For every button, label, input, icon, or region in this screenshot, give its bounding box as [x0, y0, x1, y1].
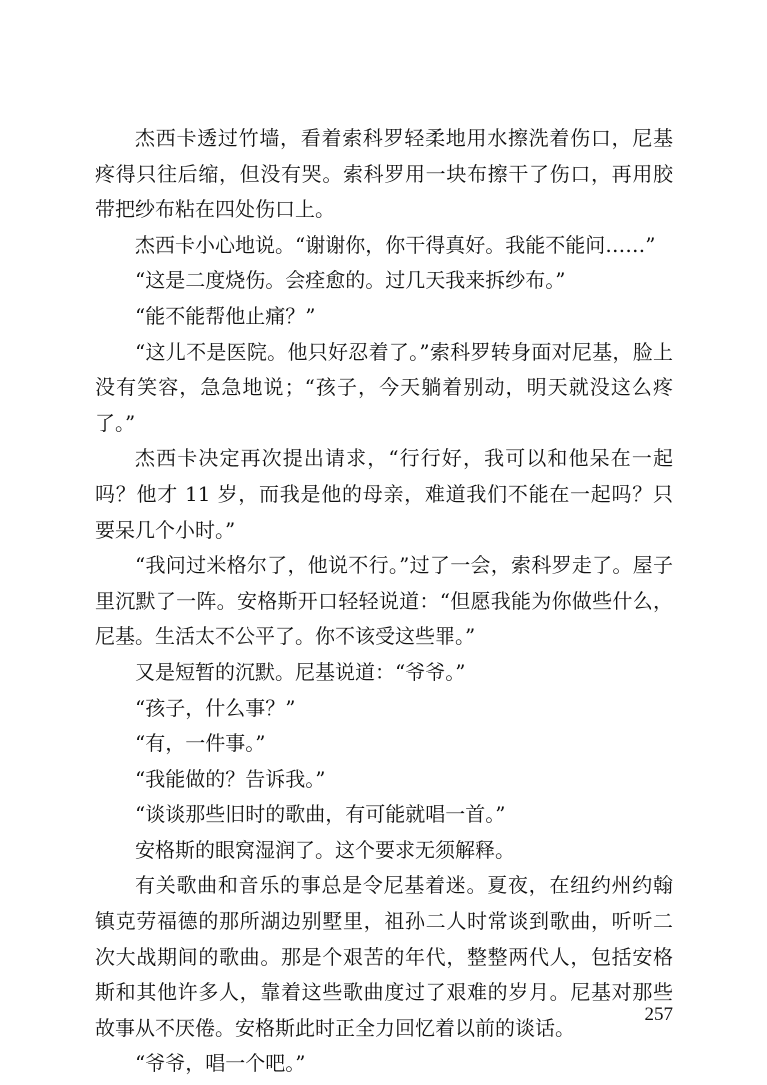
paragraph-7: “我问过米格尔了，他说不行。”过了一会，索科罗走了。屋子里沉默了一阵。安格斯开口轻轻说道：“但愿我能为你做些什么，尼基。生活太不公平了。你不该受这些罪。” — [95, 553, 673, 649]
paragraph-3: “这是二度烧伤。会痊愈的。过几天我来拆纱布。” — [135, 268, 566, 293]
paragraph-4: “能不能帮他止痛？” — [135, 303, 316, 328]
page-number: 257 — [644, 1004, 673, 1025]
paragraph-14: 有关歌曲和音乐的事总是令尼基着迷。夏夜，在纽约州约翰镇克劳福德的那所湖边别墅里，祖孙二人时常谈到歌曲，听听二次大战期间的歌曲。那是个艰苦的年代，整整两代人，包括安格斯和其他许多人，靠着这些歌曲度过了艰难的岁月。尼基对那些故事从不厌倦。安格斯此时正全力回忆着以前的谈话。 — [95, 873, 673, 1040]
paragraph-8: 又是短暂的沉默。尼基说道：“爷爷。” — [135, 659, 466, 684]
paragraph-1: 杰西卡透过竹墙，看着索科罗轻柔地用水擦洗着伤口，尼基疼得只往后缩，但没有哭。索科罗用一块布擦干了伤口，再用胶带把纱布粘在四处伤口上。 — [95, 126, 673, 222]
paragraph-13: 安格斯的眼窝湿润了。这个要求无须解释。 — [135, 837, 515, 862]
paragraph-5: “这儿不是医院。他只好忍着了。”索科罗转身面对尼基，脸上没有笑容，急急地说；“孩子，今天躺着别动，明天就没这么疼了。” — [95, 339, 673, 435]
paragraph-12: “谈谈那些旧时的歌曲，有可能就唱一首。” — [135, 802, 506, 827]
paragraph-6: 杰西卡决定再次提出请求，“行行好，我可以和他呆在一起吗？他才 11 岁，而我是他的母亲，难道我们不能在一起吗？只要呆几个小时。” — [95, 446, 673, 542]
paragraph-11: “我能做的？告诉我。” — [135, 766, 326, 791]
paragraph-9: “孩子，什么事？” — [135, 695, 296, 720]
body-text — [95, 121, 673, 1082]
paragraph-15: “爷爷，唱一个吧。” — [135, 1051, 306, 1076]
paragraph-10: “有，一件事。” — [135, 731, 266, 756]
paragraph-2: 杰西卡小心地说。“谢谢你，你干得真好。我能不能问……” — [135, 232, 656, 257]
